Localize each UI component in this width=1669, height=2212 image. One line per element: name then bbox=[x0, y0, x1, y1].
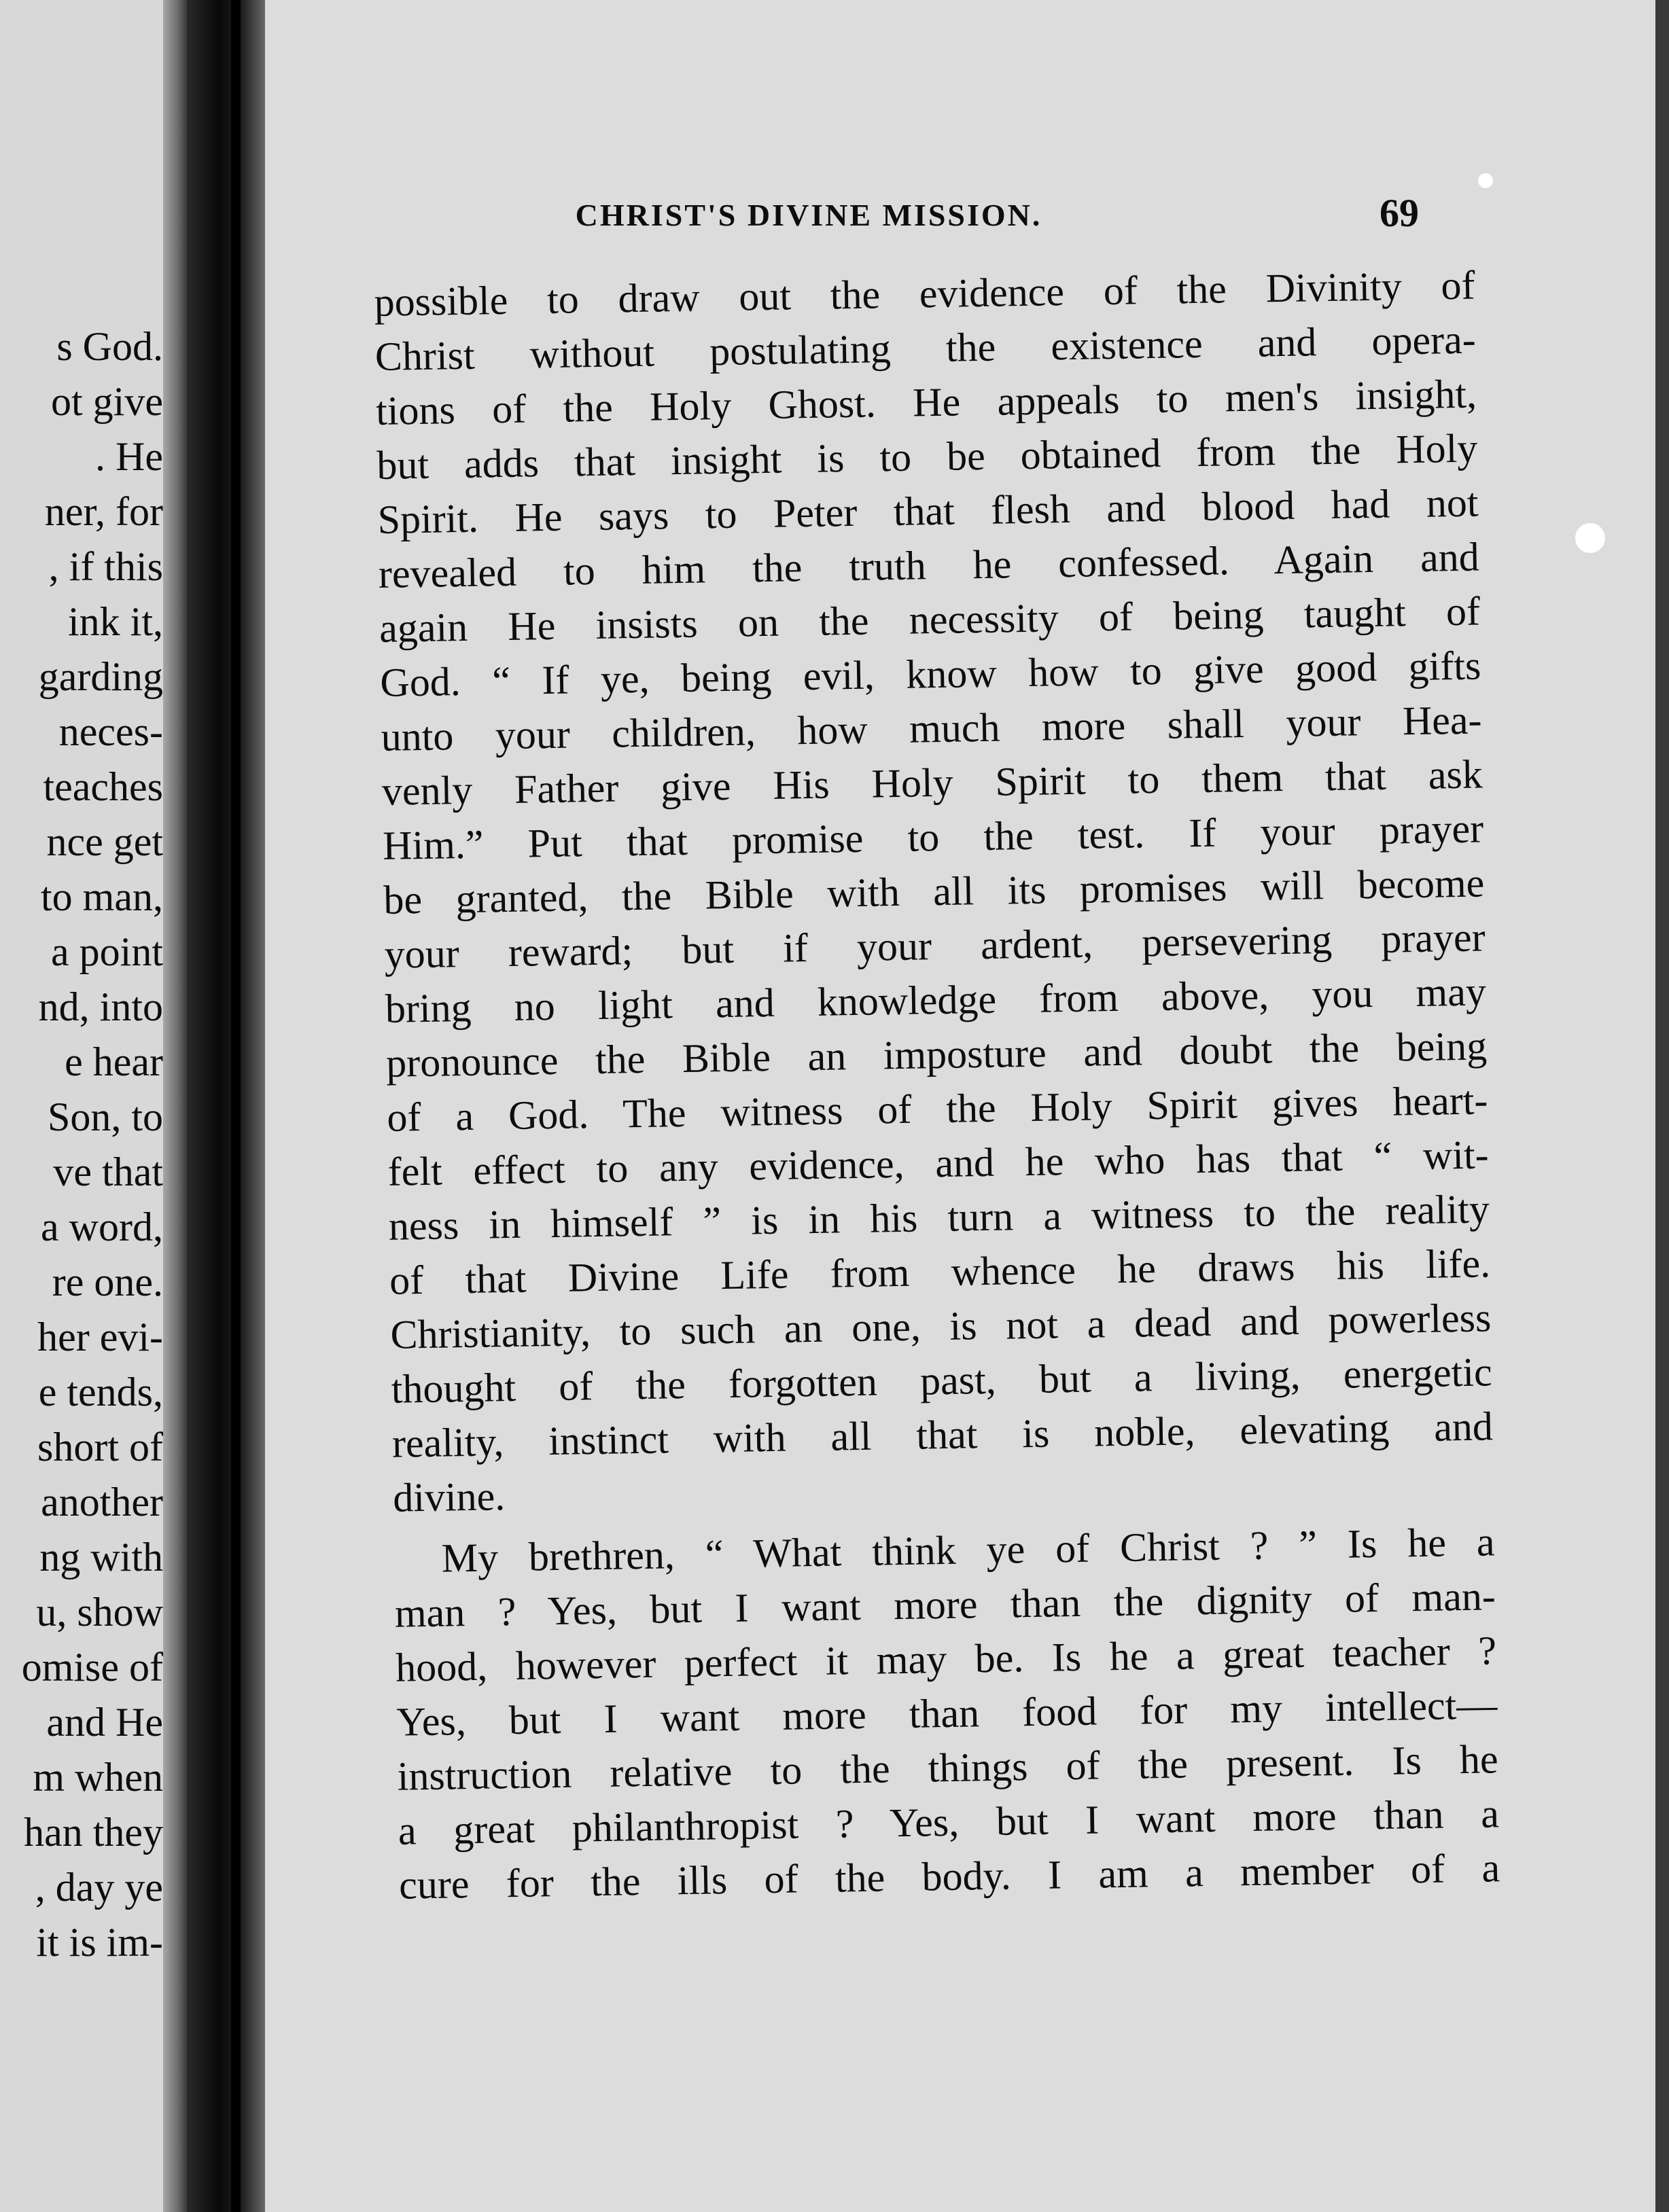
left-line: nd, into bbox=[38, 984, 163, 1029]
left-line: teaches bbox=[43, 764, 163, 809]
left-line: her evi- bbox=[37, 1315, 163, 1359]
text-line: but adds that insight is to be obtained from the Holy bbox=[376, 425, 1478, 488]
left-line: , if this bbox=[48, 544, 163, 589]
text-line: possible to draw out the evidence of the Divinity of bbox=[374, 262, 1475, 325]
text-line: instruction relative to the things of the present. Is he bbox=[397, 1736, 1499, 1799]
text-line: a great philanthropist ? Yes, but I want more than a bbox=[398, 1791, 1500, 1853]
book-spine-gutter bbox=[187, 0, 265, 2212]
paper-speck bbox=[1478, 173, 1493, 188]
left-line: ner, for bbox=[44, 489, 163, 534]
page-number: 69 bbox=[1380, 191, 1419, 235]
text-line: Christ without postulating the existence and opera- bbox=[374, 317, 1477, 379]
left-line: it is im- bbox=[36, 1920, 163, 1965]
right-page-edge bbox=[1655, 0, 1669, 2212]
left-line: ink it, bbox=[67, 599, 163, 644]
left-line: nce get bbox=[46, 819, 163, 864]
gutter-divider bbox=[231, 0, 241, 2212]
left-line: s God. bbox=[56, 324, 163, 369]
left-line: and He bbox=[46, 1700, 163, 1745]
left-line: garding bbox=[38, 654, 163, 699]
left-line: to man, bbox=[41, 874, 163, 919]
paper-speck bbox=[1575, 523, 1605, 553]
text-line: hood, however perfect it may be. Is he a great teacher ? bbox=[395, 1628, 1497, 1690]
body-text bbox=[374, 258, 1500, 1912]
text-line: reality, instinct with all that is noble, elevating and bbox=[391, 1404, 1494, 1466]
left-page-edge-shadow bbox=[163, 0, 187, 2212]
text-line: Yes, but I want more than food for my intellect— bbox=[396, 1682, 1498, 1745]
left-page-text bbox=[0, 319, 163, 1970]
left-line: Son, to bbox=[47, 1094, 163, 1139]
left-line: neces- bbox=[58, 709, 163, 754]
text-line: Christianity, to such an one, is not a dead and powerless bbox=[389, 1295, 1492, 1357]
left-line: a word, bbox=[41, 1205, 163, 1249]
text-line: Spirit. He says to Peter that flesh and blood had not bbox=[377, 480, 1479, 542]
text-line: felt effect to any evidence, and he who has that “ wit- bbox=[387, 1132, 1490, 1194]
text-line: thought of the forgotten past, but a living, energetic bbox=[391, 1349, 1493, 1412]
text-line: pronounce the Bible an imposture and doubt the being bbox=[385, 1023, 1488, 1086]
left-line: ng with bbox=[39, 1535, 163, 1580]
text-line: of that Divine Life from whence he draws his life. bbox=[389, 1241, 1491, 1303]
text-line: tions of the Holy Ghost. He appeals to men's insight, bbox=[375, 371, 1477, 433]
text-line: be granted, the Bible with all its promises will become bbox=[383, 860, 1485, 923]
left-line: e hear bbox=[65, 1039, 163, 1084]
text-line: of a God. The witness of the Holy Spirit gives heart- bbox=[386, 1077, 1488, 1140]
text-line: ness in himself ” is in his turn a witness to the reality bbox=[388, 1186, 1490, 1249]
left-line: ve that bbox=[53, 1149, 163, 1194]
left-line: , day ye bbox=[35, 1865, 163, 1910]
text-line: God. “ If ye, being evil, know how to give good gifts bbox=[379, 643, 1481, 705]
left-line: e tends, bbox=[38, 1370, 163, 1414]
left-line: ot give bbox=[51, 379, 163, 424]
text-line: Him.” Put that promise to the test. If your prayer bbox=[382, 806, 1484, 868]
text-line: revealed to him the truth he confessed. Again and bbox=[378, 534, 1480, 596]
text-line: cure for the ills of the body. I am a member of a bbox=[398, 1845, 1500, 1908]
text-line: venly Father give His Holy Spirit to them that ask bbox=[381, 751, 1483, 814]
text-line: unto your children, how much more shall your Hea- bbox=[381, 697, 1482, 760]
text-line: your reward; but if your ardent, persevering prayer bbox=[384, 914, 1486, 977]
text-line: again He insists on the necessity of being taught of bbox=[379, 588, 1481, 651]
left-line: . He bbox=[95, 434, 163, 479]
left-line: re one. bbox=[52, 1260, 163, 1304]
text-line: My brethren, “ What think ye of Christ ? ” Is he a bbox=[441, 1519, 1496, 1581]
text-line: divine. bbox=[392, 1474, 506, 1520]
text-line: man ? Yes, but I want more than the dignity of man- bbox=[394, 1573, 1496, 1636]
left-line: short of bbox=[37, 1425, 163, 1469]
left-line: omise of bbox=[21, 1645, 163, 1690]
left-line: u, show bbox=[36, 1590, 163, 1635]
text-line: bring no light and knowledge from above, you may bbox=[385, 969, 1487, 1031]
running-head: CHRIST'S DIVINE MISSION. bbox=[575, 198, 1042, 232]
left-line: han they bbox=[24, 1810, 163, 1855]
left-facing-page bbox=[0, 0, 187, 2212]
left-line: another bbox=[41, 1480, 163, 1524]
left-line: m when bbox=[33, 1755, 163, 1800]
left-line: a point bbox=[51, 929, 163, 974]
